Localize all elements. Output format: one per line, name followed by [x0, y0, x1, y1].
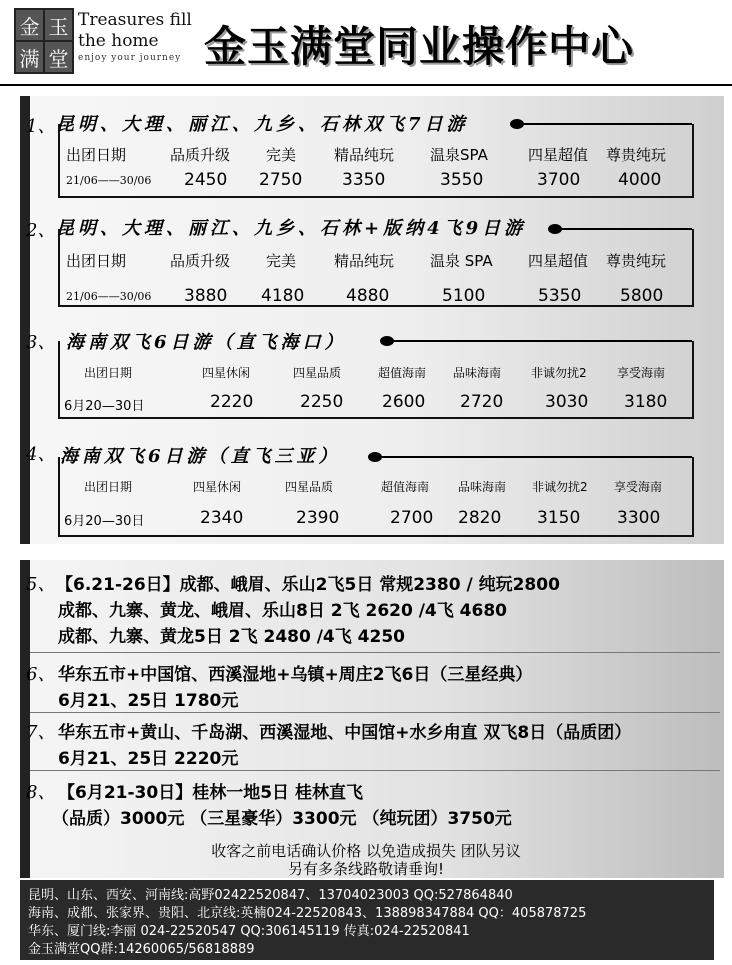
route-line: 6月21、25日 1780元 [58, 691, 239, 711]
section-number: 4、 [26, 444, 56, 465]
section-number: 3、 [26, 332, 56, 353]
tier-label: 四星品质 [293, 366, 342, 380]
header-divider [0, 84, 732, 86]
logo-line1: Treasures fill [78, 10, 192, 30]
tier-label: 完美 [266, 146, 297, 164]
tier-label: 精品纯玩 [334, 252, 395, 270]
notice-text: 另有多条线路敬请垂询! [287, 860, 444, 878]
date-header: 出团日期 [84, 480, 133, 494]
section-number: 8、 [26, 782, 56, 803]
logo-char: 堂 [45, 42, 72, 72]
tier-label: 享受海南 [614, 480, 663, 494]
tour-date: 6月20—30日 [64, 399, 145, 414]
price-value: 3700 [537, 170, 581, 190]
contact-line: 海南、成都、张家界、贵阳、北京线:英楠024-22520843、138898347884 QQ：405878725 [28, 906, 587, 921]
contact-line: 华东、厦门线:李丽 024-22520547 QQ:306145119 传真:024-22520841 [28, 924, 470, 939]
tier-label: 享受海南 [617, 366, 666, 380]
price-value: 3880 [184, 286, 228, 306]
logo-line2: the home [78, 31, 159, 51]
price-value: 2220 [210, 392, 254, 412]
price-value: 3350 [342, 170, 386, 190]
tier-label: 四星超值 [528, 146, 589, 164]
date-header: 出团日期 [66, 146, 127, 164]
price-value: 3550 [440, 170, 484, 190]
price-value: 3030 [545, 392, 589, 412]
page-title: 金玉满堂同业操作中心 [204, 22, 635, 71]
logo-char: 玉 [45, 10, 72, 40]
date-header: 出团日期 [84, 366, 133, 380]
section-number: 1、 [26, 116, 56, 137]
section-number: 6、 [26, 664, 56, 685]
route-line: 华东五市+中国馆、西溪湿地+乌镇+周庄2飞6日（三星经典） [58, 665, 533, 685]
price-value: 2600 [382, 392, 426, 412]
notice-text: 收客之前电话确认价格 以免造成损失 团队另议 [211, 842, 521, 860]
price-value: 3180 [624, 392, 668, 412]
route-line: 【6.21-26日】成都、峨眉、乐山2飞5日 常规2380 / 纯玩2800 [56, 575, 560, 595]
section-title: 海南双飞6日游（直飞三亚） [60, 446, 341, 467]
route-divider [30, 770, 720, 771]
price-value: 2820 [458, 508, 502, 528]
tier-label: 温泉 SPA [430, 252, 493, 270]
route-line: 成都、九寨、黄龙、峨眉、乐山8日 2飞 2620 /4飞 4680 [58, 601, 507, 621]
price-value: 5350 [538, 286, 582, 306]
tier-label: 品质升级 [170, 252, 231, 270]
price-value: 2700 [390, 508, 434, 528]
tier-label: 温泉SPA [430, 146, 488, 164]
route-line: 成都、九寨、黄龙5日 2飞 2480 /4飞 4250 [58, 627, 405, 647]
header [0, 0, 732, 86]
tour-date: 21/06——30/06 [66, 174, 152, 187]
logo-char: 满 [16, 42, 43, 72]
price-value: 3300 [617, 508, 661, 528]
price-value: 2340 [200, 508, 244, 528]
route-line: 华东五市+黄山、千岛湖、西溪湿地、中国馆+水乡甪直 双飞8日（品质团） [58, 723, 632, 743]
tier-label: 四星休闲 [193, 480, 242, 494]
price-value: 5800 [620, 286, 664, 306]
price-value: 2390 [296, 508, 340, 528]
tour-date: 21/06——30/06 [66, 290, 152, 303]
tour-date: 6月20—30日 [64, 514, 145, 529]
tier-label: 四星超值 [528, 252, 589, 270]
price-table [58, 341, 694, 419]
section-number: 5、 [26, 574, 56, 595]
tier-label: 尊贵纯玩 [606, 252, 667, 270]
tier-label: 品味海南 [458, 480, 507, 494]
tier-label: 品味海南 [453, 366, 502, 380]
section-number: 7、 [26, 722, 56, 743]
price-value: 4000 [618, 170, 662, 190]
section-title: 海南双飞6日游（直飞海口） [66, 332, 347, 353]
route-divider [30, 652, 720, 653]
price-value: 4880 [346, 286, 390, 306]
logo-char: 金 [16, 10, 43, 40]
price-value: 5100 [442, 286, 486, 306]
logo-text [78, 10, 192, 64]
price-table [58, 457, 694, 537]
route-divider [30, 712, 720, 713]
section-title: 昆明、大理、丽江、九乡、石林双飞7日游 [56, 114, 469, 135]
logo-tagline: enjoy your journey [78, 53, 182, 63]
tier-label: 四星休闲 [202, 366, 251, 380]
tier-label: 尊贵纯玩 [606, 146, 667, 164]
price-value: 2250 [300, 392, 344, 412]
logo-mark [14, 8, 74, 74]
contact-footer [20, 880, 714, 960]
tier-label: 超值海南 [378, 366, 427, 380]
section-number: 2、 [26, 220, 56, 241]
price-value: 2750 [259, 170, 303, 190]
tier-label: 四星品质 [285, 480, 334, 494]
tier-label: 非诚勿扰2 [531, 366, 587, 380]
price-value: 4180 [261, 286, 305, 306]
date-header: 出团日期 [66, 252, 127, 270]
price-value: 3150 [537, 508, 581, 528]
route-line: 【6月21-30日】桂林一地5日 桂林直飞 [58, 783, 363, 803]
tier-label: 非诚勿扰2 [532, 480, 588, 494]
contact-line: 金玉满堂QQ群:14260065/56818889 [28, 942, 255, 957]
tier-label: 品质升级 [170, 146, 231, 164]
route-line: 6月21、25日 2220元 [58, 749, 239, 769]
section-title: 昆明、大理、丽江、九乡、石林+版纳4飞9日游 [56, 218, 527, 239]
contact-line: 昆明、山东、西安、河南线:高野02422520847、13704023003 QQ:527864840 [28, 888, 513, 903]
route-line: （品质）3000元 （三星豪华）3300元 （纯玩团）3750元 [52, 809, 512, 829]
price-value: 2450 [184, 170, 228, 190]
tier-label: 完美 [266, 252, 297, 270]
tier-label: 精品纯玩 [334, 146, 395, 164]
price-value: 2720 [460, 392, 504, 412]
tier-label: 超值海南 [381, 480, 430, 494]
